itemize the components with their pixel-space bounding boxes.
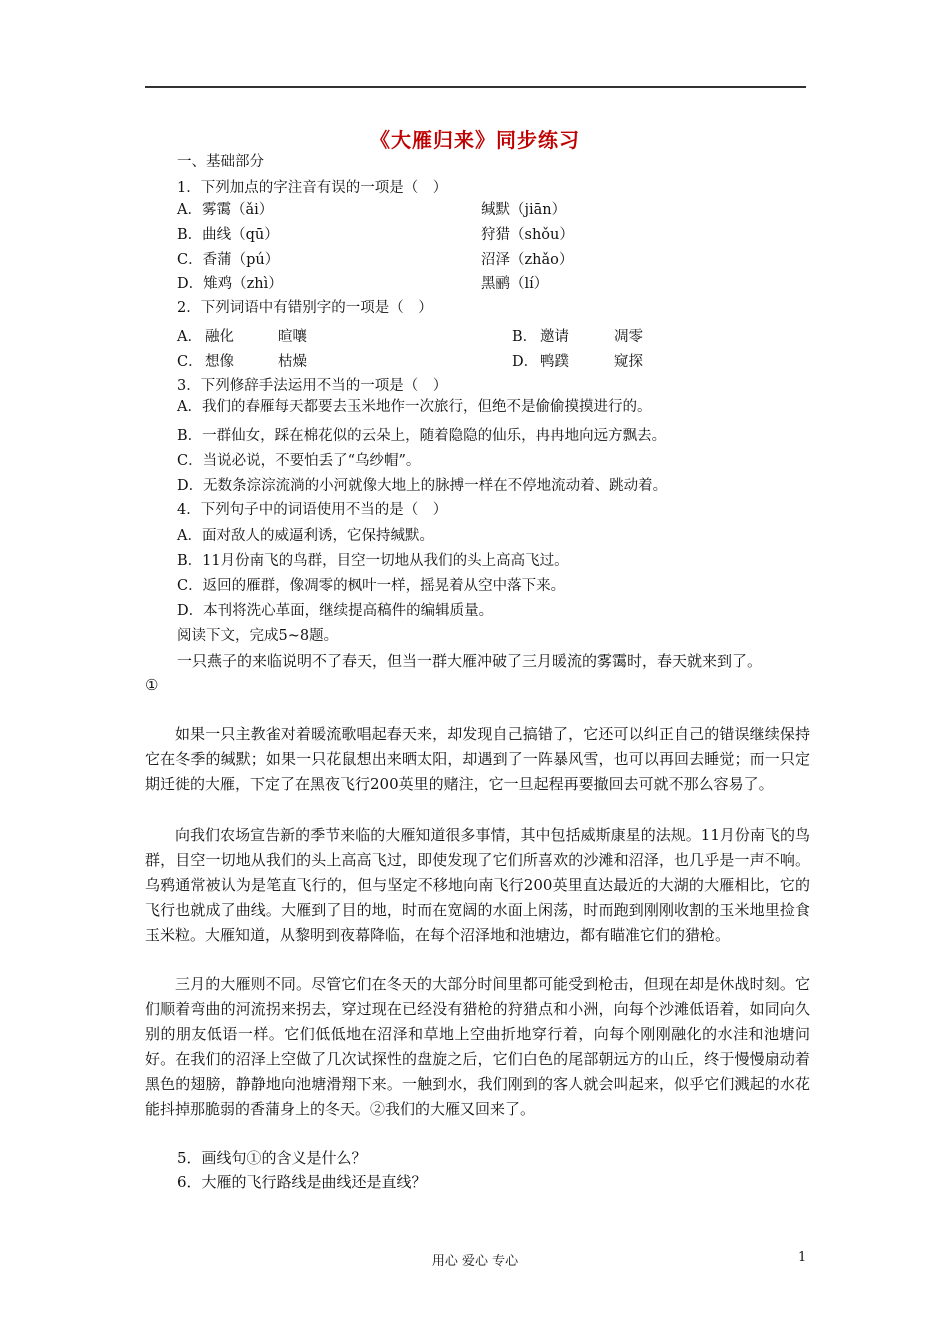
q2-option-d-word1: 鸭蹼 bbox=[540, 354, 569, 370]
reading-instructions: 阅读下文，完成5~8题。 bbox=[177, 628, 339, 644]
page-number: 1 bbox=[798, 1250, 807, 1265]
passage-paragraph-3: 三月的大雁则不同。尽管它们在冬天的大部分时间里都可能受到枪击，但现在却是休战时刻。它们顺着弯曲的河流拐来拐去，穿过现在已经没有猎枪的狩猎点和小洲，向每个沙滩低语着，如同向久别的朋友低语一样。它们低低地在沼泽和草地上空曲折地穿行着，向每个刚刚融化的水洼和池塘问好。在我们的沼泽上空做了几次试探性的盘旋之后，它们白色的尾部朝远方的山丘，终于慢慢扇动着黑色的翅膀，静静地向池塘滑翔下来。一触到水，我们刚到的客人就会叫起来，似乎它们溅起的水花能抖掉那脆弱的香蒲身上的冬天。②我们的大雁又回来了。 bbox=[145, 975, 810, 1118]
question-6: 6．大雁的飞行路线是曲线还是直线？ bbox=[177, 1173, 427, 1191]
q2-option-a-word1: 融化 bbox=[205, 329, 234, 345]
section-heading: 一、基础部分 bbox=[177, 154, 264, 170]
q2-option-c-label: C． bbox=[177, 354, 203, 370]
question-4-stem: 4．下列句子中的词语使用不当的是（ ） bbox=[177, 502, 448, 518]
q1-option-c: C．香蒲（pú） bbox=[177, 252, 280, 268]
passage-paragraph-1: 如果一只主教雀对着暖流歌唱起春天来，却发现自己搞错了，它还可以纠正自己的错误继续保持它在冬季的缄默；如果一只花鼠想出来晒太阳，却遇到了一阵暴风雪，也可以再回去睡觉；而一只定期迁徙的大雁，下定了在黑夜飞行200英里的赌注，它一旦起程再要撤回去可就不那么容易了。 bbox=[145, 725, 810, 793]
q4-option-a: A．面对敌人的威逼利诱，它保持缄默。 bbox=[177, 528, 434, 544]
passage-opening-line: 一只燕子的来临说明不了春天，但当一群大雁冲破了三月暖流的雾霭时，春天就来到了。 bbox=[177, 652, 763, 670]
q2-option-d-word2: 窥探 bbox=[614, 354, 643, 370]
q3-option-b: B．一群仙女，踩在棉花似的云朵上，随着隐隐的仙乐，冉冉地向远方飘去。 bbox=[177, 428, 667, 444]
q2-option-a-word2: 暄嚷 bbox=[278, 329, 307, 345]
q2-option-c-word2: 枯燥 bbox=[278, 354, 307, 370]
q1-option-a-second: 缄默（jiān） bbox=[481, 202, 567, 218]
question-1-stem: 1．下列加点的字注音有误的一项是（ ） bbox=[177, 180, 448, 196]
q1-option-d-second: 黑鹂（lí） bbox=[481, 276, 549, 292]
q4-option-d: D．本刊将洗心革面，继续提高稿件的编辑质量。 bbox=[177, 603, 494, 619]
q2-option-d-label: D． bbox=[512, 354, 539, 370]
q1-option-b: B．曲线（qū） bbox=[177, 227, 279, 243]
q2-option-a-label: A． bbox=[177, 329, 202, 345]
q2-option-b-word2: 凋零 bbox=[614, 329, 643, 345]
q2-option-b-word1: 邀请 bbox=[540, 329, 569, 345]
q3-option-c: C．当说必说，不要怕丢了“乌纱帽”。 bbox=[177, 453, 421, 469]
header-rule bbox=[145, 86, 806, 88]
q4-option-b: B．11月份南飞的鸟群，目空一切地从我们的头上高高飞过。 bbox=[177, 553, 569, 569]
q3-option-a: A．我们的春雁每天都要去玉米地作一次旅行，但绝不是偷偷摸摸进行的。 bbox=[177, 399, 652, 415]
marker-1: ① bbox=[145, 676, 159, 694]
q1-option-c-second: 沼泽（zhǎo） bbox=[481, 252, 574, 268]
question-2-stem: 2．下列词语中有错别字的一项是（ ） bbox=[177, 300, 433, 316]
q2-option-b-label: B． bbox=[512, 329, 538, 345]
q1-option-a: A．雾霭（ǎi） bbox=[177, 202, 274, 218]
question-5: 5．画线句①的含义是什么？ bbox=[177, 1149, 367, 1167]
q1-option-b-second: 狩猎（shǒu） bbox=[481, 227, 574, 243]
passage-paragraph-2: 向我们农场宣告新的季节来临的大雁知道很多事情，其中包括威斯康星的法规。11月份南飞的鸟群，目空一切地从我们的头上高高飞过，即使发现了它们所喜欢的沙滩和沼泽，也几乎是一声不响。乌鸦通常被认为是笔直飞行的，但与坚定不移地向南飞行200英里直达最近的大湖的大雁相比，它的飞行也就成了曲线。大雁到了目的地，时而在宽阔的水面上闲荡，时而跑到刚刚收割的玉米地里捡食玉米粒。大雁知道，从黎明到夜幕降临，在每个沼泽地和池塘边，都有瞄准它们的猎枪。 bbox=[145, 826, 810, 944]
q2-option-c-word1: 想像 bbox=[205, 354, 234, 370]
q3-option-d: D．无数条淙淙流淌的小河就像大地上的脉搏一样在不停地流动着、跳动着。 bbox=[177, 478, 668, 494]
page-title: 《大雁归来》同步练习 bbox=[370, 128, 580, 152]
page-footer: 用心 爱心 专心 bbox=[431, 1254, 519, 1269]
q4-option-c: C．返回的雁群，像凋零的枫叶一样，摇晃着从空中落下来。 bbox=[177, 578, 566, 594]
q1-option-d: D．雉鸡（zhì） bbox=[177, 276, 283, 292]
question-3-stem: 3．下列修辞手法运用不当的一项是（ ） bbox=[177, 378, 448, 394]
